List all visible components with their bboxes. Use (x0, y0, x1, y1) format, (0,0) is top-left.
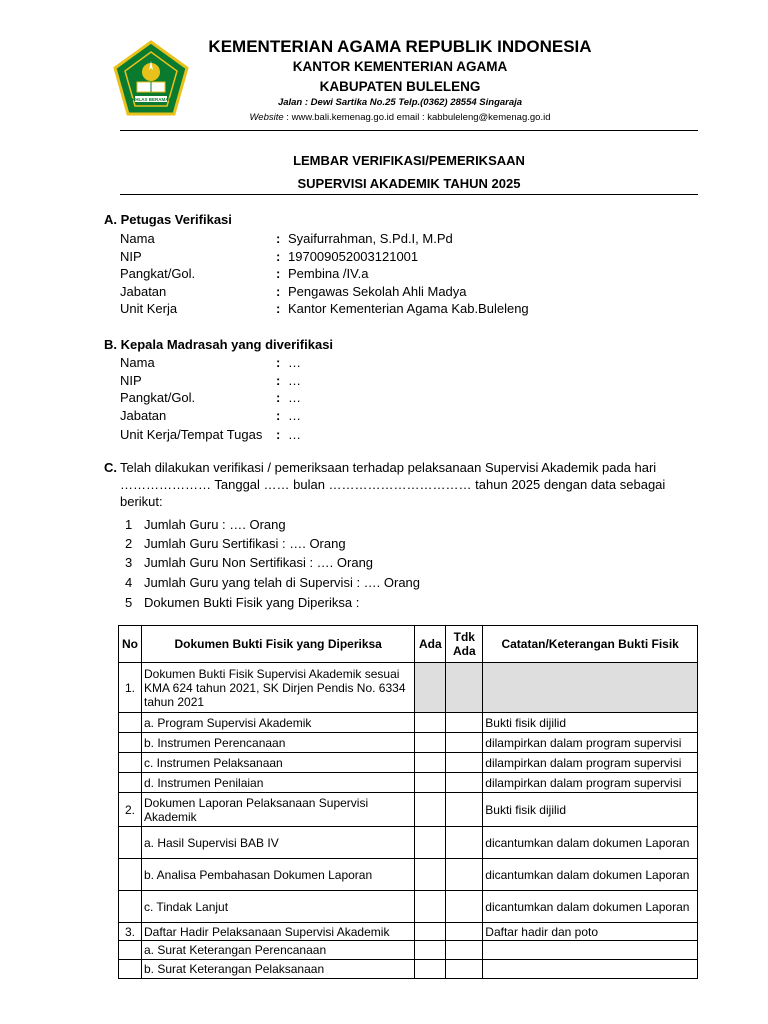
list-item: Jumlah Guru Sertifikasi : …. Orang (144, 536, 346, 551)
b-label: Pangkat/Gol. (120, 390, 196, 405)
c-line: berikut: (120, 494, 163, 509)
c-line: Telah dilakukan verifikasi / pemeriksaan terhadap pelaksanaan Supervisi Akademik pada hari (120, 460, 657, 475)
b-value: … (288, 390, 301, 405)
row-tdk-ada (446, 773, 483, 793)
colon: : (276, 266, 281, 281)
row-no: 2. (119, 793, 142, 827)
section-c-letter: C. (104, 460, 117, 475)
header-tdk-ada (446, 626, 483, 663)
a-label: Nama (120, 231, 155, 246)
row-tdk-ada (446, 923, 483, 941)
verification-table (118, 625, 698, 979)
table-row (119, 891, 698, 923)
table-row (119, 753, 698, 773)
table-row (119, 713, 698, 733)
row-no (119, 859, 142, 891)
title-divider (120, 194, 698, 195)
row-no (119, 713, 142, 733)
row-ada (415, 753, 446, 773)
row-doc: c. Instrumen Pelaksanaan (141, 753, 414, 773)
row-tdk-ada (446, 793, 483, 827)
row-catatan: dilampirkan dalam program supervisi (483, 753, 698, 773)
row-ada (415, 773, 446, 793)
row-catatan: Bukti fisik dijilid (483, 713, 698, 733)
row-ada (415, 827, 446, 859)
row-ada (415, 733, 446, 753)
header-document: Dokumen Bukti Fisik yang Diperiksa (141, 626, 414, 663)
row-doc: Dokumen Bukti Fisik Supervisi Akademik sesuai KMA 624 tahun 2021, SK Dirjen Pendis No. 6334 tahun 2021 (141, 663, 414, 713)
a-value: Pengawas Sekolah Ahli Madya (288, 284, 467, 299)
row-no (119, 773, 142, 793)
table-row (119, 773, 698, 793)
row-no (119, 827, 142, 859)
colon: : (276, 373, 281, 388)
row-tdk-ada (446, 713, 483, 733)
office-address: Jalan : Dewi Sartika No.25 Telp.(0362) 28554 Singaraja (277, 97, 523, 108)
table-row (119, 960, 698, 979)
website-contact: : www.bali.kemenag.go.id email : kabbuleleng@kemenag.go.id (283, 112, 551, 123)
row-tdk-ada (446, 753, 483, 773)
section-a-heading: A. Petugas Verifikasi (104, 212, 232, 227)
row-tdk-ada (446, 663, 483, 713)
header-no: No (119, 626, 142, 663)
list-number: 3 (125, 555, 133, 570)
a-value: 197009052003121001 (288, 249, 419, 264)
colon: : (276, 355, 281, 370)
office-name: KANTOR KEMENTERIAN AGAMA (292, 59, 508, 74)
row-doc: Dokumen Laporan Pelaksanaan Supervisi Akademik (141, 793, 414, 827)
doc-title-line1: LEMBAR VERIFIKASI/PEMERIKSAAN (293, 153, 525, 168)
a-label: Jabatan (120, 284, 167, 299)
row-ada (415, 923, 446, 941)
row-doc: a. Hasil Supervisi BAB IV (141, 827, 414, 859)
row-catatan: Daftar hadir dan poto (483, 923, 698, 941)
row-no (119, 941, 142, 960)
b-value: … (288, 373, 301, 388)
list-number: 1 (125, 517, 133, 532)
row-catatan: dilampirkan dalam program supervisi (483, 733, 698, 753)
row-doc: d. Instrumen Penilaian (141, 773, 414, 793)
row-ada (415, 891, 446, 923)
section-c-paragraph (120, 459, 680, 510)
header-tdk-ada-2: Ada (452, 644, 476, 658)
row-no (119, 753, 142, 773)
row-catatan (483, 663, 698, 713)
list-item: Jumlah Guru yang telah di Supervisi : …. Orang (144, 575, 421, 590)
row-catatan: dicantumkan dalam dokumen Laporan (483, 859, 698, 891)
b-value: … (288, 408, 301, 423)
list-number: 2 (125, 536, 133, 551)
office-website (205, 112, 595, 123)
row-tdk-ada (446, 733, 483, 753)
row-doc: a. Program Supervisi Akademik (141, 713, 414, 733)
row-tdk-ada (446, 859, 483, 891)
b-label: Unit Kerja/Tempat Tugas (120, 427, 263, 442)
row-catatan: Bukti fisik dijilid (483, 793, 698, 827)
header-ada: Ada (415, 626, 446, 663)
table-row (119, 923, 698, 941)
table-row (119, 663, 698, 713)
row-doc: b. Analisa Pembahasan Dokumen Laporan (141, 859, 414, 891)
row-ada (415, 960, 446, 979)
header-tdk: Tdk (453, 630, 475, 644)
table-header-row (119, 626, 698, 663)
a-value: Syaifurrahman, S.Pd.I, M.Pd (288, 231, 453, 246)
header-catatan: Catatan/Keterangan Bukti Fisik (483, 626, 698, 663)
doc-title-line2: SUPERVISI AKADEMIK TAHUN 2025 (297, 176, 521, 191)
colon: : (276, 408, 281, 423)
row-catatan: dicantumkan dalam dokumen Laporan (483, 827, 698, 859)
list-item: Jumlah Guru : …. Orang (144, 517, 286, 532)
table-row (119, 859, 698, 891)
table-row (119, 827, 698, 859)
row-ada (415, 713, 446, 733)
row-ada (415, 663, 446, 713)
row-doc: b. Surat Keterangan Pelaksanaan (141, 960, 414, 979)
row-ada (415, 793, 446, 827)
a-label: NIP (120, 249, 142, 264)
a-value: Kantor Kementerian Agama Kab.Buleleng (288, 301, 529, 316)
b-label: NIP (120, 373, 142, 388)
b-label: Nama (120, 355, 155, 370)
row-no: 3. (119, 923, 142, 941)
colon: : (276, 249, 281, 264)
table-row (119, 793, 698, 827)
table-row (119, 941, 698, 960)
kemenag-logo (111, 40, 191, 120)
row-catatan (483, 960, 698, 979)
regency-name: KABUPATEN BULELENG (319, 79, 481, 94)
list-item: Jumlah Guru Non Sertifikasi : …. Orang (144, 555, 374, 570)
row-doc: a. Surat Keterangan Perencanaan (141, 941, 414, 960)
table-row (119, 733, 698, 753)
colon: : (276, 301, 281, 316)
a-label: Pangkat/Gol. (120, 266, 196, 281)
colon: : (276, 231, 281, 246)
row-tdk-ada (446, 941, 483, 960)
row-catatan: dilampirkan dalam program supervisi (483, 773, 698, 793)
section-b-heading: B. Kepala Madrasah yang diverifikasi (104, 337, 334, 352)
list-item: Dokumen Bukti Fisik yang Diperiksa : (144, 595, 360, 610)
b-value: … (288, 355, 301, 370)
colon: : (276, 427, 281, 442)
row-tdk-ada (446, 891, 483, 923)
row-no (119, 960, 142, 979)
row-doc: c. Tindak Lanjut (141, 891, 414, 923)
colon: : (276, 390, 281, 405)
c-line: ………………… Tanggal …… bulan …………………………… tahun 2025 dengan data sebagai (120, 477, 666, 492)
row-doc: b. Instrumen Perencanaan (141, 733, 414, 753)
list-number: 5 (125, 595, 133, 610)
row-tdk-ada (446, 827, 483, 859)
row-no (119, 891, 142, 923)
a-value: Pembina /IV.a (288, 266, 369, 281)
row-catatan (483, 941, 698, 960)
ministry-name: KEMENTERIAN AGAMA REPUBLIK INDONESIA (208, 37, 592, 56)
logo-motto: IKHLAS BERAMAL (130, 97, 172, 102)
row-no (119, 733, 142, 753)
row-doc: Daftar Hadir Pelaksanaan Supervisi Akademik (141, 923, 414, 941)
website-label: Website (249, 112, 284, 123)
b-label: Jabatan (120, 408, 167, 423)
a-label: Unit Kerja (120, 301, 178, 316)
row-ada (415, 941, 446, 960)
row-no: 1. (119, 663, 142, 713)
b-value: … (288, 427, 301, 442)
header-divider (120, 130, 698, 131)
list-number: 4 (125, 575, 133, 590)
row-ada (415, 859, 446, 891)
row-tdk-ada (446, 960, 483, 979)
row-catatan: dicantumkan dalam dokumen Laporan (483, 891, 698, 923)
colon: : (276, 284, 281, 299)
